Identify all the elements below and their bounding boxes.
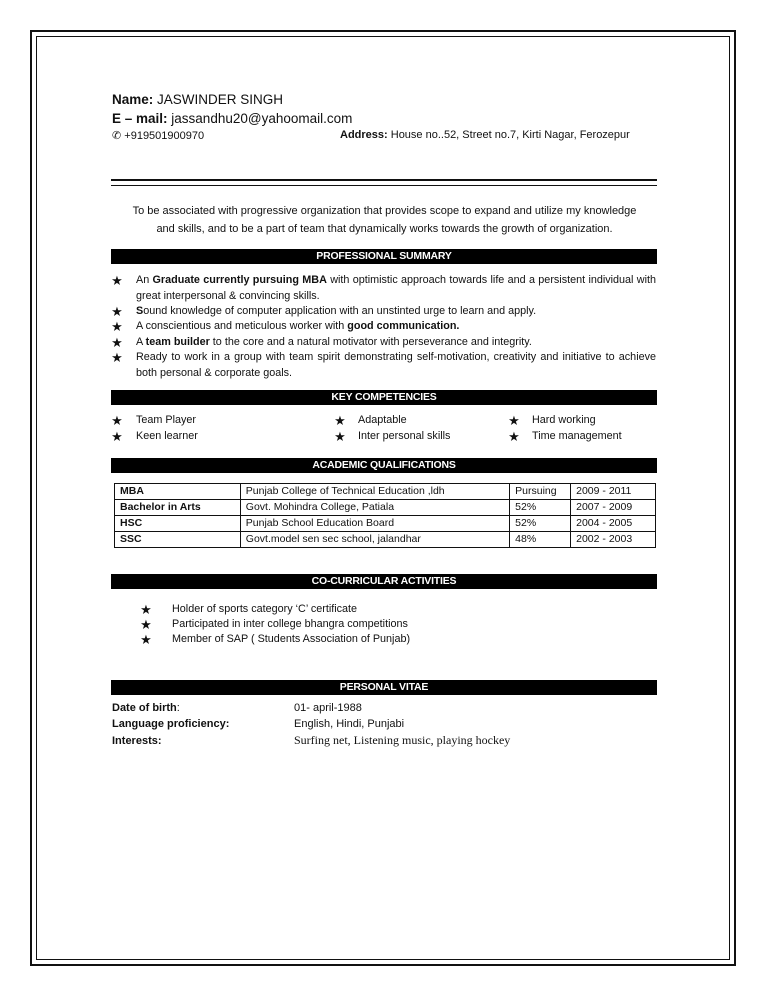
competency-hard-working: Hard working — [532, 414, 596, 426]
institution-cell: Govt.model sen sec school, jalandhar — [240, 532, 509, 548]
interests-value: Surfing net, Listening music, playing hockey — [294, 733, 511, 747]
degree-cell: HSC — [115, 516, 241, 532]
address-line — [340, 129, 630, 141]
email-value: jassandhu20@yahoomail.com — [171, 111, 353, 126]
language-label: Language proficiency: — [112, 718, 230, 730]
objective-text — [112, 202, 657, 238]
competency-adaptable: Adaptable — [358, 414, 407, 426]
years-cell: 2002 - 2003 — [571, 532, 656, 548]
phone-line — [112, 129, 204, 142]
activity-item: Holder of sports category ‘C’ certificate — [172, 603, 358, 615]
summary-item-4-text-b: to the core and a natural motivator with perseverance and integrity. — [209, 336, 532, 348]
competency-time-management: Time management — [532, 430, 622, 442]
summary-item-1-bold: Graduate currently pursuing MBA — [152, 274, 327, 286]
summary-item-5: Ready to work in a group with team spirit demonstrating self-motivation, creativity and initiative to achieve both personal & corporate goals. — [136, 351, 656, 379]
star-bullet-icon: ★ — [140, 632, 152, 647]
summary-item-1-text-b: with optimistic approach towards life and a persistent individual with great interpersonal & convincing skills. — [136, 274, 656, 302]
competency-interpersonal: Inter personal skills — [358, 430, 451, 442]
header-rule-thin — [111, 185, 657, 186]
institution-cell: Punjab School Education Board — [240, 516, 509, 532]
score-cell: 52% — [510, 516, 571, 532]
summary-item-4 — [136, 335, 656, 351]
summary-item-1 — [136, 273, 656, 304]
star-bullet-icon: ★ — [508, 429, 520, 444]
star-bullet-icon: ★ — [111, 413, 123, 428]
star-bullet-icon: ★ — [111, 429, 123, 444]
institution-cell: Govt. Mohindra College, Patiala — [240, 500, 509, 516]
star-bullet-icon: ★ — [111, 273, 123, 288]
star-bullet-icon: ★ — [111, 335, 123, 350]
summary-item-4-bold: team builder — [145, 336, 210, 348]
star-bullet-icon: ★ — [111, 304, 123, 319]
table-row — [115, 532, 656, 548]
objective-line-2: and skills, and to be a part of team that dynamically works towards the growth of organization. — [156, 223, 613, 235]
dob-colon: : — [176, 702, 180, 714]
summary-item-2-text: ound knowledge of computer application with an unstinted urge to learn and apply. — [143, 305, 537, 317]
name-value: JASWINDER SINGH — [157, 92, 284, 107]
activity-item: Participated in inter college bhangra competitions — [172, 618, 408, 630]
dob-value: 01- april-1988 — [294, 702, 362, 714]
years-cell: 2009 - 2011 — [571, 484, 656, 500]
score-cell: Pursuing — [510, 484, 571, 500]
star-bullet-icon: ★ — [111, 350, 123, 365]
degree-cell: MBA — [115, 484, 241, 500]
phone-number: +919501900970 — [124, 130, 205, 142]
summary-item-4-text-a: A — [136, 336, 146, 348]
summary-item-3 — [136, 319, 656, 335]
name-line — [112, 92, 283, 107]
summary-item-3-bold: good communication. — [347, 320, 460, 332]
academic-table — [114, 483, 656, 548]
language-value: English, Hindi, Punjabi — [294, 718, 405, 730]
email-label: E – mail: — [112, 111, 168, 126]
star-bullet-icon: ★ — [508, 413, 520, 428]
years-cell: 2004 - 2005 — [571, 516, 656, 532]
summary-item-3-text: A conscientious and meticulous worker with — [136, 320, 348, 332]
degree-cell: SSC — [115, 532, 241, 548]
address-label: Address: — [340, 129, 388, 141]
table-row — [115, 484, 656, 500]
score-cell: 48% — [510, 532, 571, 548]
star-bullet-icon: ★ — [334, 429, 346, 444]
competency-keen-learner: Keen learner — [136, 430, 198, 442]
section-header-academic: ACADEMIC QUALIFICATIONS — [111, 458, 657, 473]
score-cell: 52% — [510, 500, 571, 516]
institution-cell: Punjab College of Technical Education ,ldh — [240, 484, 509, 500]
section-header-key-competencies: KEY COMPETENCIES — [111, 390, 657, 405]
star-bullet-icon: ★ — [140, 617, 152, 632]
star-bullet-icon: ★ — [334, 413, 346, 428]
interests-label: Interests: — [112, 735, 162, 747]
header-rule-thick — [111, 179, 657, 181]
section-header-cocurricular: CO-CURRICULAR ACTIVITIES — [111, 574, 657, 589]
section-header-personal-vitae: PERSONAL VITAE — [111, 680, 657, 695]
star-bullet-icon: ★ — [111, 319, 123, 334]
table-row — [115, 516, 656, 532]
table-row — [115, 500, 656, 516]
objective-line-1: To be associated with progressive organization that provides scope to expand and utilize my knowledge — [132, 205, 637, 217]
address-value: House no..52, Street no.7, Kirti Nagar, Ferozepur — [390, 129, 630, 141]
competency-team-player: Team Player — [136, 414, 197, 426]
activity-item: Member of SAP ( Students Association of Punjab) — [172, 633, 411, 645]
dob-label-line — [112, 700, 180, 716]
degree-cell: Bachelor in Arts — [115, 500, 241, 516]
summary-item-2 — [136, 304, 656, 320]
years-cell: 2007 - 2009 — [571, 500, 656, 516]
phone-icon: ✆ — [112, 130, 122, 142]
summary-item-1-text-a: An — [136, 274, 153, 286]
name-label: Name: — [112, 92, 154, 107]
email-line — [112, 111, 352, 126]
section-header-professional-summary: PROFESSIONAL SUMMARY — [111, 249, 657, 264]
star-bullet-icon: ★ — [140, 602, 152, 617]
dob-label: Date of birth — [112, 702, 177, 714]
summary-item-2-bold: S — [136, 305, 144, 317]
